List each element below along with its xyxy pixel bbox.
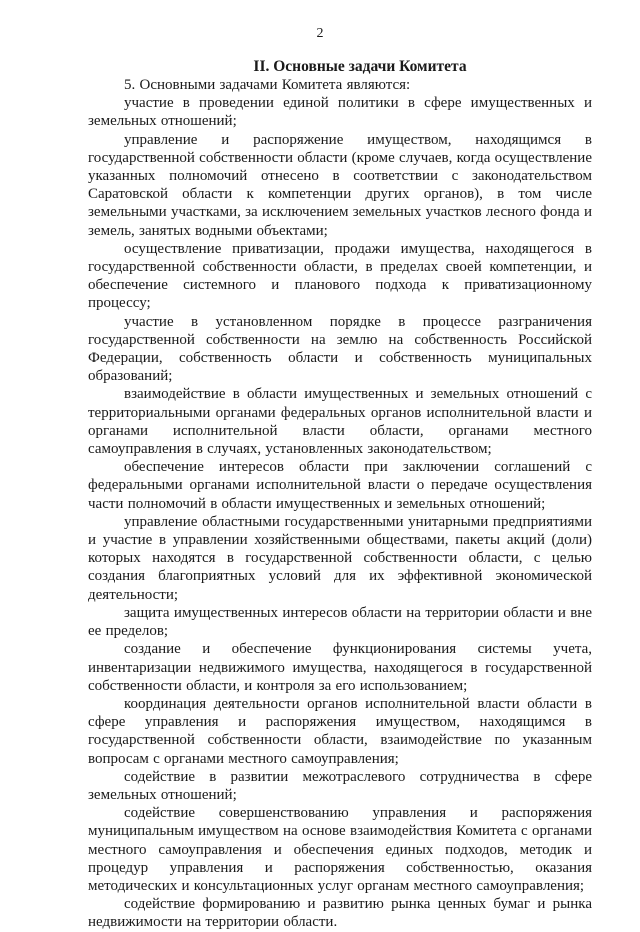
list-item: содействие совершенствованию управления и распоряжения муниципальным имуществом на основе взаимодействия Комитета с органами местного самоуправления и обеспечения единых подходов, методик и процедур управления и распоряжения собственностью, оказания методических и консультационных услуг органам местного самоуправления; <box>88 805 592 894</box>
list-item: содействие в развитии межотраслевого сотрудничества в сфере земельных отношений; <box>88 768 592 803</box>
list-item: осуществление приватизации, продажи имущества, находящегося в государственной собственности области, в пределах своей компетенции, и обеспечение системного и планового подхода к приватизационному процессу; <box>88 240 592 312</box>
list-item: взаимодействие в области имущественных и земельных отношений с территориальными органами федеральных органов исполнительной власти и органами исполнительной власти области, органами местного самоуправления в случаях, установленных законодательством; <box>88 386 592 458</box>
document-body <box>88 58 592 932</box>
section-heading: II. Основные задачи Комитета <box>253 58 467 75</box>
list-item: создание и обеспечение функционирования системы учета, инвентаризации недвижимого имущества, находящегося в государственной собственности области, и контроля за его использованием; <box>88 641 592 694</box>
list-item: участие в проведении единой политики в сфере имущественных и земельных отношений; <box>88 95 592 130</box>
list-item: защита имущественных интересов области на территории области и вне ее пределов; <box>88 604 592 640</box>
list-item: обеспечение интересов области при заключении соглашений с федеральными органами исполнительной власти о передаче осуществления части полномочий в области имущественных и земельных отношений; <box>88 459 592 512</box>
list-item: управление областными государственными унитарными предприятиями и участие в управлении хозяйственными обществами, пакеты акций (доли) которых находятся в государственной собственности области, с целью создания благоприятных условий для их эффективной экономической деятельности; <box>88 513 592 603</box>
page-number: 2 <box>316 26 324 41</box>
list-item: участие в установленном порядке в процессе разграничения государственной собственности на землю на собственность Российской Федерации, собственность области и собственность муниципальных образований; <box>88 313 592 385</box>
intro-paragraph: 5. Основными задачами Комитета являются: <box>124 77 411 93</box>
list-item: управление и распоряжение имуществом, находящимся в государственной собственности области (кроме случаев, когда осуществление указанных полномочий отнесено в соответствии с законодательством Саратовской области к компетенции других органов), в том числе земельными участками, за исключением земельных участков лесного фонда и земель, занятых водными объектами; <box>88 131 592 239</box>
list-item: содействие формированию и развитию рынка ценных бумаг и рынка недвижимости на территории области. <box>88 896 592 931</box>
list-item: координация деятельности органов исполнительной власти области в сфере управления и распоряжения имуществом, находящимся в государственной собственности области, взаимодействие по указанным вопросам с органами местного самоуправления; <box>88 695 592 767</box>
